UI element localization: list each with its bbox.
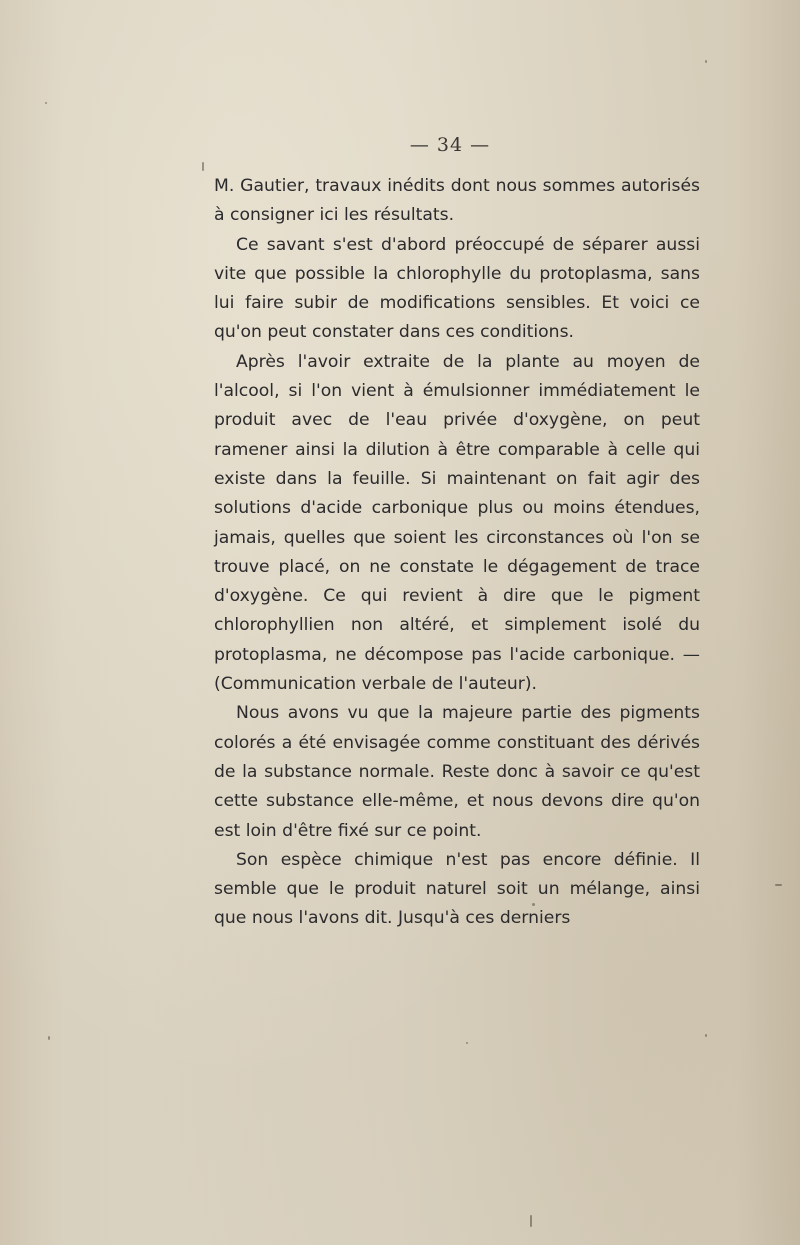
paragraph-3: Après l'avoir extraite de la plante au moyen de l'alcool, si l'on vient à émulsionner immédiatement le produit avec de l'eau privée d'oxygène, on peut ramener ainsi la dilution à être comparable à celle qui existe dans la feuille. Si maintenant on fait agir des solutions d'acide carbonique plus ou moins étendues, jamais, quelles que soient les circonstances où l'on se trouve placé, on ne constate le dégagement de trace d'oxygène. Ce qui revient à dire que le pigment chlorophyllien non altéré, et simplement isolé du protoplasma, ne décompose pas l'acide carbonique. — (Communication verbale de l'auteur). bbox=[214, 351, 700, 695]
paper-speck bbox=[530, 1215, 532, 1227]
paper-speck bbox=[705, 1034, 707, 1037]
paper-speck bbox=[202, 162, 204, 171]
page-number: — 34 — bbox=[409, 134, 491, 156]
paper-speck bbox=[705, 60, 707, 63]
paper-speck bbox=[45, 102, 47, 104]
paragraph-1: M. Gautier, travaux inédits dont nous sommes autorisés à consigner ici les résultats. bbox=[214, 176, 700, 226]
paragraph-4: Nous avons vu que la majeure partie des pigments colorés a été envisagée comme constituant des dérivés de la substance normale. Reste donc à savoir ce qu'est cette substance elle-même, et nous devons dire qu'on est loin d'être fixé sur ce point. bbox=[214, 703, 700, 841]
paragraph-2: Ce savant s'est d'abord préoccupé de séparer aussi vite que possible la chlorophylle du protoplasma, sans lui faire subir de modifications sensibles. Et voici ce qu'on peut constater dans ces conditions. bbox=[214, 234, 700, 343]
paragraph-5: Son espèce chimique n'est pas encore définie. Il semble que le produit naturel soit un mélange, ainsi que nous l'avons dit. Jusqu'à ces derniers bbox=[214, 849, 700, 929]
body-text bbox=[214, 172, 700, 934]
paper-speck bbox=[466, 1042, 468, 1044]
paper-speck bbox=[532, 903, 535, 906]
paper-speck bbox=[48, 1036, 50, 1040]
paper-speck bbox=[775, 884, 782, 886]
